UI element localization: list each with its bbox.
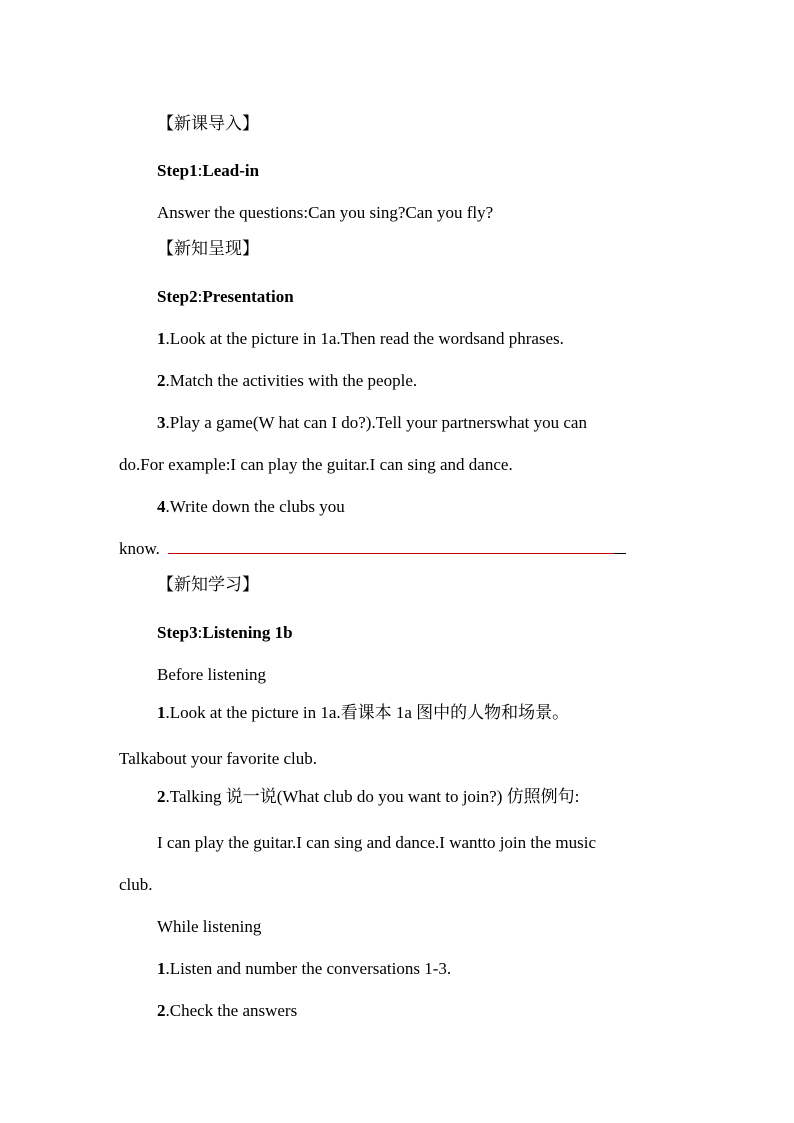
before-item-1 — [157, 702, 569, 724]
item-number: 1 — [157, 959, 166, 978]
before-item-2 — [157, 786, 579, 808]
step2-item-2 — [157, 370, 417, 392]
section-heading-learning: 【新知学习】 — [157, 575, 259, 595]
step1-title — [157, 160, 259, 182]
step1-title-text: Lead-in — [202, 161, 260, 180]
step2-title-label: Step2 — [157, 287, 198, 306]
step1-title-label: Step1 — [157, 161, 198, 180]
item-number: 2 — [157, 371, 166, 390]
item-number: 2 — [157, 787, 166, 806]
step2-item-3 — [157, 412, 587, 434]
step3-title-label: Step3 — [157, 623, 198, 642]
item-number: 1 — [157, 329, 166, 348]
step2-item-3-cont: do.For example:I can play the guitar.I can sing and dance. — [119, 455, 513, 474]
step3-title-text: Listening 1b — [202, 623, 293, 642]
step2-title-sep: : — [197, 287, 203, 306]
item-text: .Play a game(W hat can I do?).Tell your partnerswhat you can — [165, 413, 587, 432]
item-number: 4 — [157, 497, 166, 516]
section-heading-presentation: 【新知呈现】 — [157, 239, 259, 259]
item-text: .Look at the picture in 1a.看课本 1a 图中的人物和场景。 — [165, 703, 570, 722]
item-number: 3 — [157, 413, 166, 432]
step3-title — [157, 622, 293, 644]
step3-title-sep: : — [197, 623, 203, 642]
item-text: .Write down the clubs you — [165, 497, 345, 516]
while-item-1 — [157, 958, 451, 980]
example-sentence-cont: club. — [119, 875, 153, 894]
item-text: .Look at the picture in 1a.Then read the wordsand phrases. — [165, 329, 564, 348]
item-number: 1 — [157, 703, 166, 722]
before-item-1-cont: Talkabout your favorite club. — [119, 749, 318, 768]
item-text: .Listen and number the conversations 1-3. — [165, 959, 452, 978]
item-number: 2 — [157, 1001, 166, 1020]
step2-item-4 — [157, 496, 345, 518]
step2-title — [157, 286, 294, 308]
example-sentence: I can play the guitar.I can sing and dance.I wantto join the music — [157, 833, 597, 852]
section-heading-intro: 【新课导入】 — [157, 114, 259, 134]
know-text: know. — [119, 539, 165, 558]
item-text: .Talking 说一说(What club do you want to join?) 仿照例句: — [165, 787, 580, 806]
step2-title-text: Presentation — [202, 287, 294, 306]
before-listening-label: Before listening — [157, 665, 267, 684]
answer-blank[interactable] — [168, 538, 614, 554]
step1-title-sep: : — [197, 161, 203, 180]
item-text: .Match the activities with the people. — [165, 371, 418, 390]
while-listening-label: While listening — [157, 917, 262, 936]
blank-tail — [614, 538, 626, 554]
item-text: .Check the answers — [165, 1001, 298, 1020]
while-item-2 — [157, 1000, 297, 1022]
step2-item-1 — [157, 328, 564, 350]
step1-text: Answer the questions:Can you sing?Can you fly? — [157, 203, 494, 222]
know-line — [119, 538, 626, 560]
